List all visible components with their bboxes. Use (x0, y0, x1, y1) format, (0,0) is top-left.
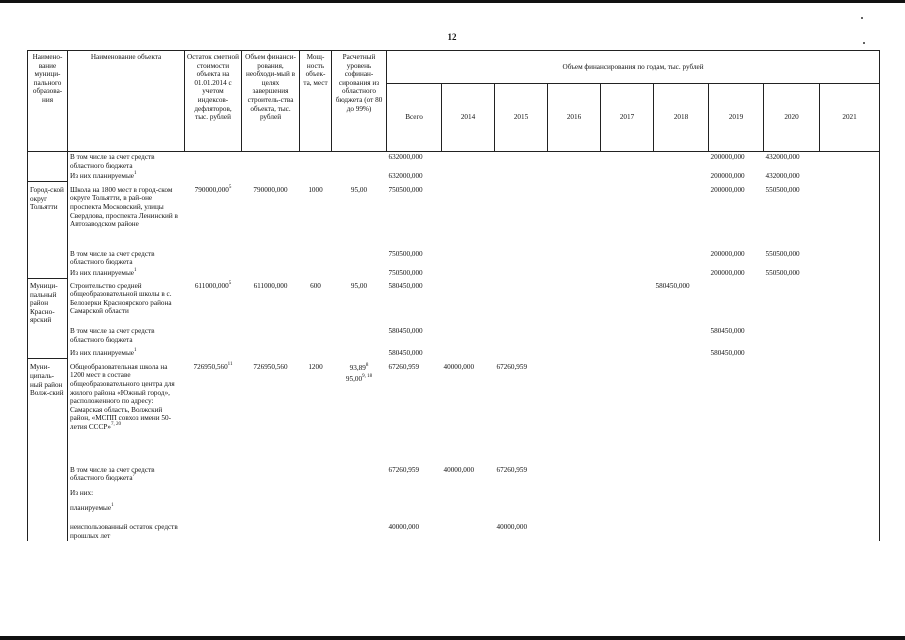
funding-volume-cell: 790000,000 (253, 185, 288, 194)
object-name-cell: Из них планируемые$^1$ (70, 171, 137, 181)
municipality-cell (28, 268, 68, 279)
year-2020-cell: 550500,000 (765, 185, 800, 194)
table-row (28, 182, 880, 249)
header-year: 2021 (820, 84, 880, 152)
cofinancing-level-cell: 95,00 (350, 281, 368, 290)
object-name-cell: планируемые$^1$ (70, 502, 114, 512)
municipality-cell (28, 152, 68, 172)
capacity-cell: 1000 (308, 185, 323, 194)
object-name-cell: В том числе за счет средств областного бюджета (70, 327, 155, 344)
header-object-name: Наименование объекта (68, 51, 185, 152)
table-row (28, 279, 880, 326)
capacity-cell: 600 (310, 281, 321, 290)
header-total: Всего (387, 84, 442, 152)
header-remaining-cost: Остаток сметной стоимости объекта на 01.01.2014 с учетом индексов-дефляторов, тыс. рублей (185, 51, 242, 152)
header-row (28, 51, 880, 84)
financing-table (27, 50, 880, 541)
municipality-cell (28, 249, 68, 268)
header-funding-by-years: Объем финансирования по годам, тыс. рублей (387, 51, 880, 84)
municipality-cell (28, 513, 68, 541)
municipality-cell: Муници-пальный район Красно-ярский (28, 279, 68, 326)
year-2019-cell: 200000,000 (710, 185, 745, 194)
year-2015-cell: 40000,000 (496, 523, 528, 532)
municipality-cell (28, 171, 68, 182)
year-2020-cell: 550500,000 (765, 249, 800, 258)
funding-volume-cell: 726950,560 (253, 362, 288, 371)
header-municipality: Наимено-вание муници-пального образова-ния (28, 51, 68, 152)
table-row (28, 326, 880, 345)
header-year: 2017 (601, 84, 654, 152)
total-cell: 632000,000 (388, 153, 423, 161)
table-row (28, 359, 880, 460)
total-cell: 750500,000 (388, 185, 423, 194)
table-row (28, 484, 880, 499)
total-cell: 750500,000 (388, 268, 423, 277)
header-year: 2015 (495, 84, 548, 152)
remaining-cost-cell: 611000,000$^5$ (194, 280, 232, 290)
table-row (28, 249, 880, 268)
object-name-cell: В том числе за счет средств областного бюджета$^7$ (70, 465, 155, 483)
municipality-cell (28, 460, 68, 484)
cofinancing-level-cell: 93,89$^8$ 95,00$^{9, 18}$ (345, 362, 373, 383)
object-name-cell: Из них планируемые$^1$ (70, 267, 137, 277)
header-capacity: Мощ-ность объек-та, мест (300, 51, 332, 152)
year-2019-cell: 200000,000 (710, 153, 745, 161)
object-name-cell: Школа на 1800 мест в город-ском округе Тольятти, в рай-оне проспекта Московский, улицы Свердлова, проспекта Ленинский в Автозаводском районе (70, 185, 178, 229)
year-2015-cell: 67260,959 (496, 465, 528, 474)
header-year: 2019 (709, 84, 764, 152)
table-row (28, 499, 880, 514)
municipality-cell: Город-ской округ Тольятти (28, 182, 68, 249)
header-cofinancing-level: Расчетный уровень софинан-сирования из областного бюджета (от 80 до 99%) (332, 51, 387, 152)
year-2019-cell: 580450,000 (710, 327, 745, 336)
remaining-cost-cell: 790000,000$^5$ (194, 184, 232, 194)
table-row (28, 513, 880, 541)
object-name-cell: В том числе за счет средств областного бюджета (70, 249, 155, 267)
municipality-cell (28, 484, 68, 499)
total-cell: 40000,000 (388, 523, 420, 532)
cofinancing-level-cell: 95,00 (350, 185, 368, 194)
header-year: 2018 (654, 84, 709, 152)
total-cell: 67260,959 (388, 362, 420, 371)
year-2020-cell: 432000,000 (765, 153, 800, 161)
total-cell: 580450,000 (388, 349, 423, 358)
total-cell: 67260,959 (388, 465, 420, 474)
year-2015-cell: 67260,959 (496, 362, 528, 371)
object-name-cell: В том числе за счет средств областного бюджета (70, 153, 155, 170)
total-cell: 750500,000 (388, 249, 423, 258)
object-name-cell: Из них планируемые$^1$ (70, 348, 137, 358)
year-2020-cell: 432000,000 (765, 172, 800, 181)
scan-speck (863, 42, 865, 44)
municipality-cell (28, 326, 68, 345)
total-cell: 632000,000 (388, 172, 423, 181)
remaining-cost-cell: 726950,560$^{11}$ (193, 361, 233, 371)
top-border-bar (0, 0, 905, 3)
object-name-cell: неиспользованный остаток средств прошлых лет (70, 523, 178, 540)
table-row (28, 268, 880, 279)
year-2019-cell: 580450,000 (710, 349, 745, 358)
year-2020-cell: 550500,000 (765, 268, 800, 277)
municipality-cell (28, 499, 68, 514)
table-row (28, 460, 880, 484)
header-year: 2014 (442, 84, 495, 152)
header-year: 2016 (548, 84, 601, 152)
year-2014-cell: 40000,000 (443, 362, 475, 371)
scan-speck (861, 17, 863, 19)
table-row (28, 345, 880, 359)
total-cell: 580450,000 (388, 281, 423, 290)
funding-volume-cell: 611000,000 (253, 281, 288, 290)
capacity-cell: 1200 (308, 362, 323, 371)
table-row (28, 171, 880, 182)
total-cell: 580450,000 (388, 327, 423, 336)
page-number: 12 (447, 32, 457, 42)
year-2019-cell: 200000,000 (710, 172, 745, 181)
header-funding-volume: Объем финанси-рования, необходи-мый в целях завершения строитель-ства объекта, тыс. рублей (242, 51, 300, 152)
year-2019-cell: 200000,000 (710, 268, 745, 277)
table-row (28, 152, 880, 172)
municipality-cell (28, 345, 68, 359)
header-year: 2020 (764, 84, 820, 152)
object-name-cell: Общеобразовательная школа на 1200 мест в составе общеобразовательного центра для жилого района «Южный город», расположенного по адресу: Самарская область, Волжский район, «МСПП совхоз имени 50-летия СССР»$^{7, 20}$ (70, 362, 175, 431)
object-name-cell: Из них: (70, 489, 94, 497)
year-2019-cell: 200000,000 (710, 249, 745, 258)
bottom-border-bar (0, 636, 905, 640)
year-2019-cell: 580450,000 (655, 281, 690, 290)
object-name-cell: Строительство средней общеобразовательной школы в с. Белозерки Красноярского района Самарской области (70, 281, 172, 316)
municipality-cell: Муни-ципаль-ный район Волж-ский (28, 359, 68, 460)
year-2014-cell: 40000,000 (443, 465, 475, 474)
